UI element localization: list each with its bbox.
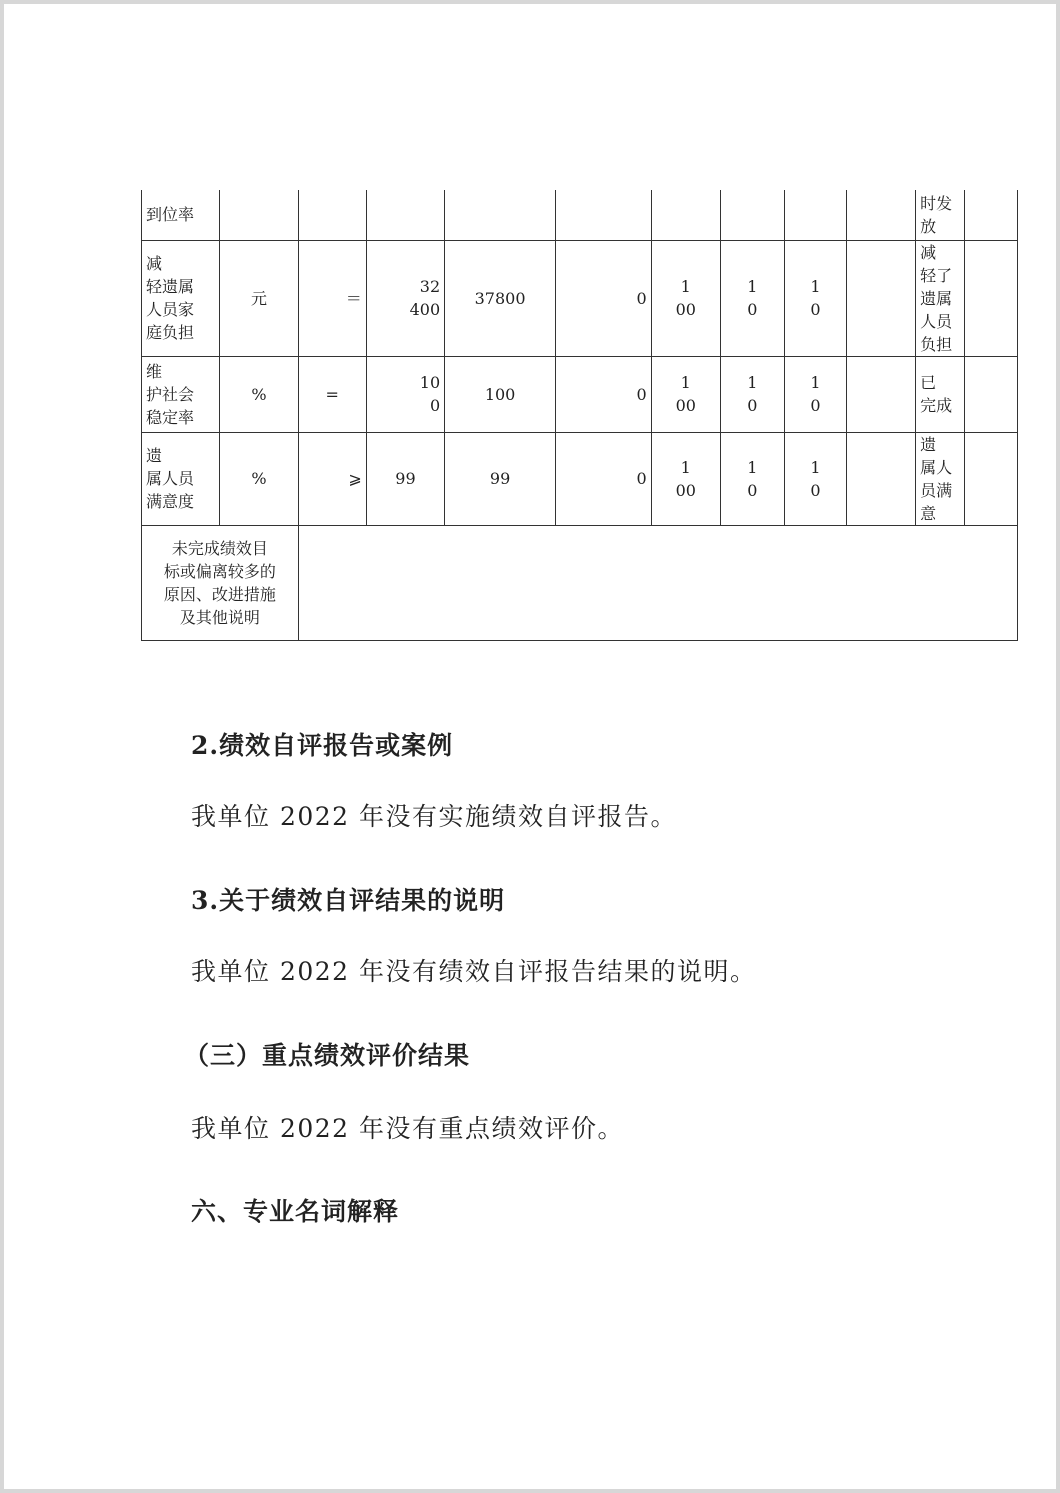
table-row [142, 240, 1018, 356]
weight-cell: 1 00 [651, 432, 720, 525]
note-cell: 时发 放 [916, 190, 965, 240]
score-cell: 1 0 [720, 356, 784, 432]
section-heading: 六、专业名词解释 [191, 1197, 400, 1226]
table-row [142, 525, 1018, 640]
weight-cell [651, 190, 720, 240]
empty-cell [964, 190, 1017, 240]
actual-cell: 99 [445, 432, 556, 525]
empty-cell [964, 356, 1017, 432]
performance-table [141, 190, 1018, 641]
table-row [142, 432, 1018, 525]
deviation-cell: 0 [556, 240, 652, 356]
table-row [142, 356, 1018, 432]
remarks-value [298, 525, 1017, 640]
indicator-cell: 维 护社会 稳定率 [142, 356, 220, 432]
actual-cell: 100 [445, 356, 556, 432]
table-row [142, 190, 1018, 240]
score-cell: 1 0 [784, 356, 846, 432]
deviation-cell: 0 [556, 432, 652, 525]
operator-cell: = [298, 356, 366, 432]
unit-cell: % [220, 356, 298, 432]
empty-cell [846, 432, 915, 525]
remarks-label: 未完成绩效目 标或偏离较多的 原因、改进措施 及其他说明 [142, 525, 299, 640]
deviation-cell: 0 [556, 356, 652, 432]
empty-cell [846, 240, 915, 356]
indicator-cell: 到位率 [142, 190, 220, 240]
paragraph: 我单位 2022 年没有绩效自评报告结果的说明。 [191, 957, 757, 986]
document-page [4, 4, 1056, 1489]
paragraph: 我单位 2022 年没有重点绩效评价。 [191, 1114, 625, 1143]
operator-cell: ⩾ [298, 432, 366, 525]
indicator-cell: 减 轻遗属 人员家 庭负担 [142, 240, 220, 356]
note-cell: 遗 属人 员满 意 [916, 432, 965, 525]
empty-cell [846, 190, 915, 240]
section-heading: 3.关于绩效自评结果的说明 [191, 886, 506, 915]
actual-cell [445, 190, 556, 240]
section-heading: （三）重点绩效评价结果 [184, 1041, 471, 1070]
target-cell: 99 [366, 432, 444, 525]
note-cell: 已 完成 [916, 356, 965, 432]
deviation-cell [556, 190, 652, 240]
paragraph: 我单位 2022 年没有实施绩效自评报告。 [191, 802, 678, 831]
target-cell: 10 0 [366, 356, 444, 432]
empty-cell [846, 356, 915, 432]
indicator-cell: 遗 属人员 满意度 [142, 432, 220, 525]
target-cell: 32 400 [366, 240, 444, 356]
section-heading: 2.绩效自评报告或案例 [191, 731, 454, 760]
actual-cell: 37800 [445, 240, 556, 356]
score-cell: 1 0 [784, 240, 846, 356]
empty-cell [964, 432, 1017, 525]
weight-cell: 1 00 [651, 356, 720, 432]
empty-cell [964, 240, 1017, 356]
unit-cell: % [220, 432, 298, 525]
weight-cell: 1 00 [651, 240, 720, 356]
score-cell [720, 190, 784, 240]
score-cell: 1 0 [784, 432, 846, 525]
score-cell: 1 0 [720, 240, 784, 356]
operator-cell: ＝ [298, 240, 366, 356]
unit-cell: 元 [220, 240, 298, 356]
operator-cell [298, 190, 366, 240]
score-cell [784, 190, 846, 240]
note-cell: 减 轻了 遗属 人员 负担 [916, 240, 965, 356]
unit-cell [220, 190, 298, 240]
target-cell [366, 190, 444, 240]
score-cell: 1 0 [720, 432, 784, 525]
